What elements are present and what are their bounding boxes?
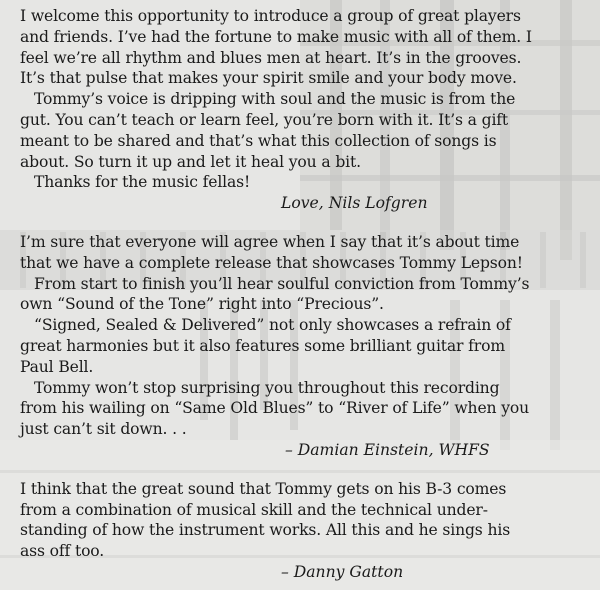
nils-lofgren-note (20, 6, 588, 214)
text-line: ass off too. (20, 542, 105, 561)
text-line: from a combination of musical skill and the technical under- (20, 500, 488, 519)
text-line: I think that the great sound that Tommy gets on his B-3 comes (20, 479, 507, 498)
damian-einstein-note (20, 232, 588, 461)
text-line: Tommy’s voice is dripping with soul and the music is from the (34, 90, 516, 109)
text-line: Paul Bell. (20, 357, 94, 376)
text-line: Thanks for the music fellas! (34, 173, 251, 192)
text-line: about. So turn it up and let it heal you a bit. (20, 152, 361, 171)
text-line: own “Sound of the Tone” right into “Precious”. (20, 295, 384, 314)
text-line: gut. You can’t teach or learn feel, you’re born with it. It’s a gift (20, 110, 509, 129)
text-line: from his wailing on “Same Old Blues” to “River of Life” when you (20, 399, 530, 418)
text-line: “Signed, Sealed & Delivered” not only showcases a refrain of (34, 316, 511, 335)
signature-nils-lofgren: Love, Nils Lofgren (281, 194, 428, 213)
text-line: I welcome this opportunity to introduce a group of great players (20, 7, 521, 25)
text-line: that we have a complete release that showcases Tommy Lepson! (20, 253, 523, 272)
text-line: and friends. I’ve had the fortune to make music with all of them. I (20, 27, 532, 46)
danny-gatton-note (20, 479, 588, 583)
liner-notes (20, 6, 588, 583)
text-line: meant to be shared and that’s what this collection of songs is (20, 131, 497, 150)
text-line: Tommy won’t stop surprising you throughout this recording (34, 378, 500, 397)
text-line: feel we’re all rhythm and blues men at heart. It’s in the grooves. (20, 48, 522, 67)
text-line: standing of how the instrument works. All this and he sings his (20, 521, 511, 540)
text-line: From start to finish you’ll hear soulful conviction from Tommy’s (34, 274, 530, 293)
text-line: It’s that pulse that makes your spirit smile and your body move. (20, 69, 517, 88)
signature-danny-gatton: – Danny Gatton (281, 562, 404, 581)
text-line: I’m sure that everyone will agree when I say that it’s about time (20, 232, 520, 251)
signature-damian-einstein: – Damian Einstein, WHFS (285, 440, 490, 459)
text-line: just can’t sit down. . . (20, 420, 187, 439)
text-line: great harmonies but it also features some brilliant guitar from (20, 336, 505, 355)
